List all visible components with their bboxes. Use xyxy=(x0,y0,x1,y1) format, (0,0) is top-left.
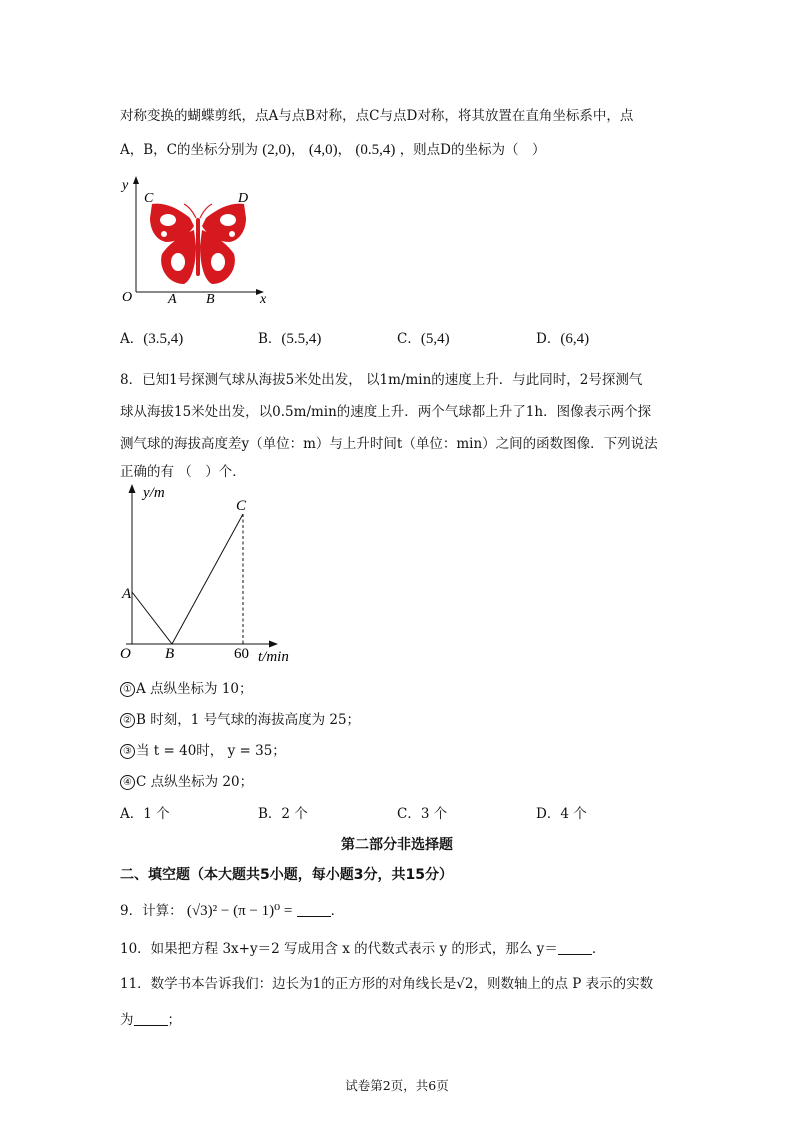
graph-point-b: B xyxy=(165,646,175,662)
q8-graph xyxy=(112,478,332,668)
q11-line2-prefix: 为 xyxy=(120,1012,134,1028)
q8-statement-2: ② B 时刻，1 号气球的海拔高度为 25； xyxy=(120,708,360,728)
q11-line2-suffix: ； xyxy=(167,1012,181,1028)
fig7-label-x: x xyxy=(260,292,267,307)
graph-point-a: A xyxy=(122,586,132,602)
part2-title: 第二部分非选择题 xyxy=(341,837,453,853)
q9 xyxy=(120,899,344,920)
q8-option-b[interactable]: B．2 个 xyxy=(258,806,308,822)
q10-text: 10．如果把方程 3x+y＝2 写成用含 x 的代数式表示 y 的形式，那么 y＝ xyxy=(120,941,558,957)
q7-line1: 对称变换的蝴蝶剪纸，点A与点B对称，点C与点D对称，将其放置在直角坐标系中，点 xyxy=(120,108,634,124)
q11-line2 xyxy=(120,1008,181,1028)
coord-c: (0.5,4) xyxy=(355,142,396,158)
q9-suffix: ． xyxy=(330,903,345,919)
q8-line4: 正确的有 （ ）个． xyxy=(120,464,246,480)
fig7-label-y: y xyxy=(122,178,129,193)
q9-prefix: 9．计算： xyxy=(120,903,183,919)
q11-answer-blank[interactable] xyxy=(134,1011,168,1026)
fig7-label-c: C xyxy=(144,191,154,206)
q9-answer-blank[interactable] xyxy=(297,902,331,917)
q8-statement-3: ③ 当 t = 40时， y = 35； xyxy=(120,739,286,759)
q8-line1: 8．已知1号探测气球从海拔5米处出发， 以1m/min的速度上升．与此同时，2号探测气 xyxy=(120,372,643,388)
q7-option-d[interactable]: D．(6,4) xyxy=(536,331,590,347)
q8-line3: 测气球的海拔高度差y（单位：m）与上升时间t（单位：min）之间的函数图像．下列说法 xyxy=(120,436,658,452)
q8-statement-1: ① A 点纵坐标为 10； xyxy=(120,677,253,697)
q10 xyxy=(120,937,605,957)
section2-heading: 二、填空题（本大题共5小题，每小题3分，共15分） xyxy=(120,867,453,883)
butterfly-figure xyxy=(112,172,282,307)
q8-options xyxy=(120,802,680,824)
q8-line2: 球从海拔15米处出发，以0.5m/min的速度上升．两个气球都上升了1h．图像表示两个探 xyxy=(120,404,652,420)
q9-expression: (√3)² − (π − 1)⁰ = xyxy=(186,903,293,919)
graph-origin: O xyxy=(120,646,131,662)
q7-line2: A，B，C的坐标分别为 (2,0)， (4,0)， (0.5,4) ，则点D的坐标为（ ） xyxy=(120,142,546,158)
graph-point-c: C xyxy=(236,498,247,514)
q7-option-b[interactable]: B．(5.5,4) xyxy=(258,331,322,347)
q10-answer-blank[interactable] xyxy=(558,940,592,955)
q7-line2-prefix: A，B，C的坐标分别为 xyxy=(120,142,258,158)
fig7-label-o: O xyxy=(122,290,133,305)
page-footer: 试卷第2页，共6页 xyxy=(345,1078,449,1093)
q10-suffix: ． xyxy=(591,941,606,957)
q11-line1: 11．数学书本告诉我们：边长为1的正方形的对角线长是√2，则数轴上的点 P 表示的实数 xyxy=(120,976,654,992)
q7-option-a[interactable]: A．(3.5,4) xyxy=(120,331,184,347)
q8-option-c[interactable]: C．3 个 xyxy=(397,806,448,822)
fig7-label-d: D xyxy=(238,191,249,206)
graph-tick-60: 60 xyxy=(234,646,249,662)
q8-statement-4: ④ C 点纵坐标为 20； xyxy=(120,770,253,790)
q7-options xyxy=(120,327,680,349)
q8-option-d[interactable]: D．4 个 xyxy=(536,806,587,822)
q7-option-c[interactable]: C．(5,4) xyxy=(397,331,450,347)
coord-b: (4,0) xyxy=(308,142,338,158)
graph-x-axis-label: t/min xyxy=(258,649,289,665)
fig7-label-b: B xyxy=(206,292,215,307)
q7-line2-suffix: ，则点D的坐标为（ ） xyxy=(399,142,546,158)
graph-y-axis-label: y/m xyxy=(143,485,165,501)
q8-option-a[interactable]: A．1 个 xyxy=(120,806,170,822)
fig7-label-a: A xyxy=(168,292,177,307)
coord-a: (2,0) xyxy=(262,142,292,158)
